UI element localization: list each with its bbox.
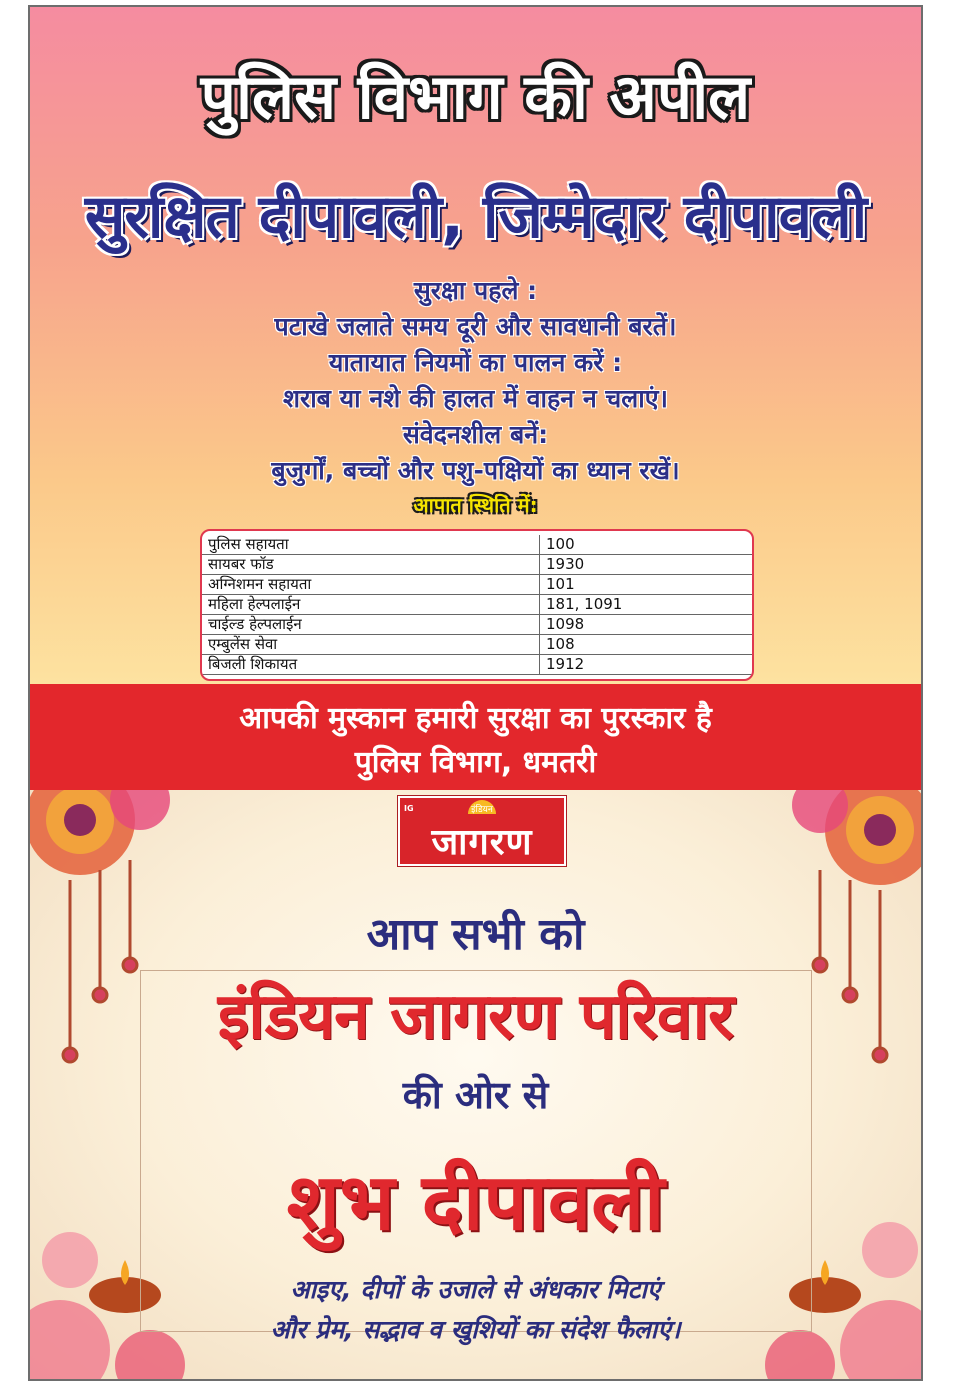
logo-tag: IG bbox=[404, 804, 414, 813]
emergency-label: आपात स्थिति में: bbox=[413, 493, 538, 517]
table-row bbox=[202, 555, 752, 575]
diwali-greeting-poster bbox=[30, 790, 921, 1381]
helpline-number: 100 bbox=[540, 535, 753, 555]
band-slogan: आपकी मुस्कान हमारी सुरक्षा का पुरस्कार है bbox=[239, 701, 712, 736]
table-row bbox=[202, 535, 752, 555]
table-row bbox=[202, 615, 752, 635]
helpline-name: एम्बुलेंस सेवा bbox=[202, 635, 540, 655]
helpline-number: 108 bbox=[540, 635, 753, 655]
table-row bbox=[202, 635, 752, 655]
helpline-name: पुलिस सहायता bbox=[202, 535, 540, 555]
safety-heading: सुरक्षा पहले : bbox=[413, 276, 538, 305]
table-row bbox=[202, 595, 752, 615]
band-department: पुलिस विभाग, धमतरी bbox=[354, 745, 597, 780]
safety-text: पटाखे जलाते समय दूरी और सावधानी बरतें। bbox=[274, 312, 677, 341]
poster-frame bbox=[28, 5, 923, 1381]
traffic-heading: यातायात नियमों का पालन करें : bbox=[328, 348, 623, 377]
helpline-table bbox=[200, 529, 754, 681]
helpline-number: 1098 bbox=[540, 615, 753, 635]
red-message-band bbox=[30, 684, 921, 790]
greeting-line-2: इंडियन जागरण परिवार bbox=[217, 980, 734, 1054]
helpline-number: 101 bbox=[540, 575, 753, 595]
helpline-number: 181, 1091 bbox=[540, 595, 753, 615]
greeting-main: शुभ दीपावली bbox=[286, 1158, 665, 1248]
helpline-name: सायबर फॉड bbox=[202, 555, 540, 575]
logo-big-text: जागरण bbox=[431, 822, 533, 863]
sensitive-text: बुजुर्गों, बच्चों और पशु-पक्षियों का ध्यान रखें। bbox=[271, 456, 680, 485]
message-line-1: आइए, दीपों के उजाले से अंधकार मिटाएं bbox=[290, 1275, 661, 1304]
flower-top-right-icon bbox=[792, 790, 921, 885]
greeting-line-1: आप सभी को bbox=[366, 909, 585, 960]
helpline-name: महिला हेल्पलाईन bbox=[202, 595, 540, 615]
message-line-2: और प्रेम, सद्भाव व खुशियों का संदेश फैलाएं। bbox=[270, 1315, 681, 1344]
poster-subtitle: सुरक्षित दीपावली, जिम्मेदार दीपावली bbox=[84, 182, 867, 252]
helpline-name: अग्निशमन सहायता bbox=[202, 575, 540, 595]
table-row bbox=[202, 655, 752, 675]
logo-small-text: इंडियन bbox=[471, 805, 493, 815]
traffic-text: शराब या नशे की हालत में वाहन न चलाएं। bbox=[282, 384, 669, 413]
police-appeal-poster bbox=[30, 7, 921, 684]
sensitive-heading: संवेदनशील बनें: bbox=[402, 420, 549, 449]
table-row bbox=[202, 575, 752, 595]
helpline-name: बिजली शिकायत bbox=[202, 655, 540, 675]
greeting-line-3: की ओर से bbox=[402, 1073, 549, 1117]
flower-top-left-icon bbox=[30, 790, 170, 875]
poster-title: पुलिस विभाग की अपील bbox=[200, 60, 751, 133]
indian-jagran-logo bbox=[398, 796, 566, 866]
helpline-number: 1930 bbox=[540, 555, 753, 575]
helpline-number: 1912 bbox=[540, 655, 753, 675]
helpline-name: चाईल्ड हेल्पलाईन bbox=[202, 615, 540, 635]
